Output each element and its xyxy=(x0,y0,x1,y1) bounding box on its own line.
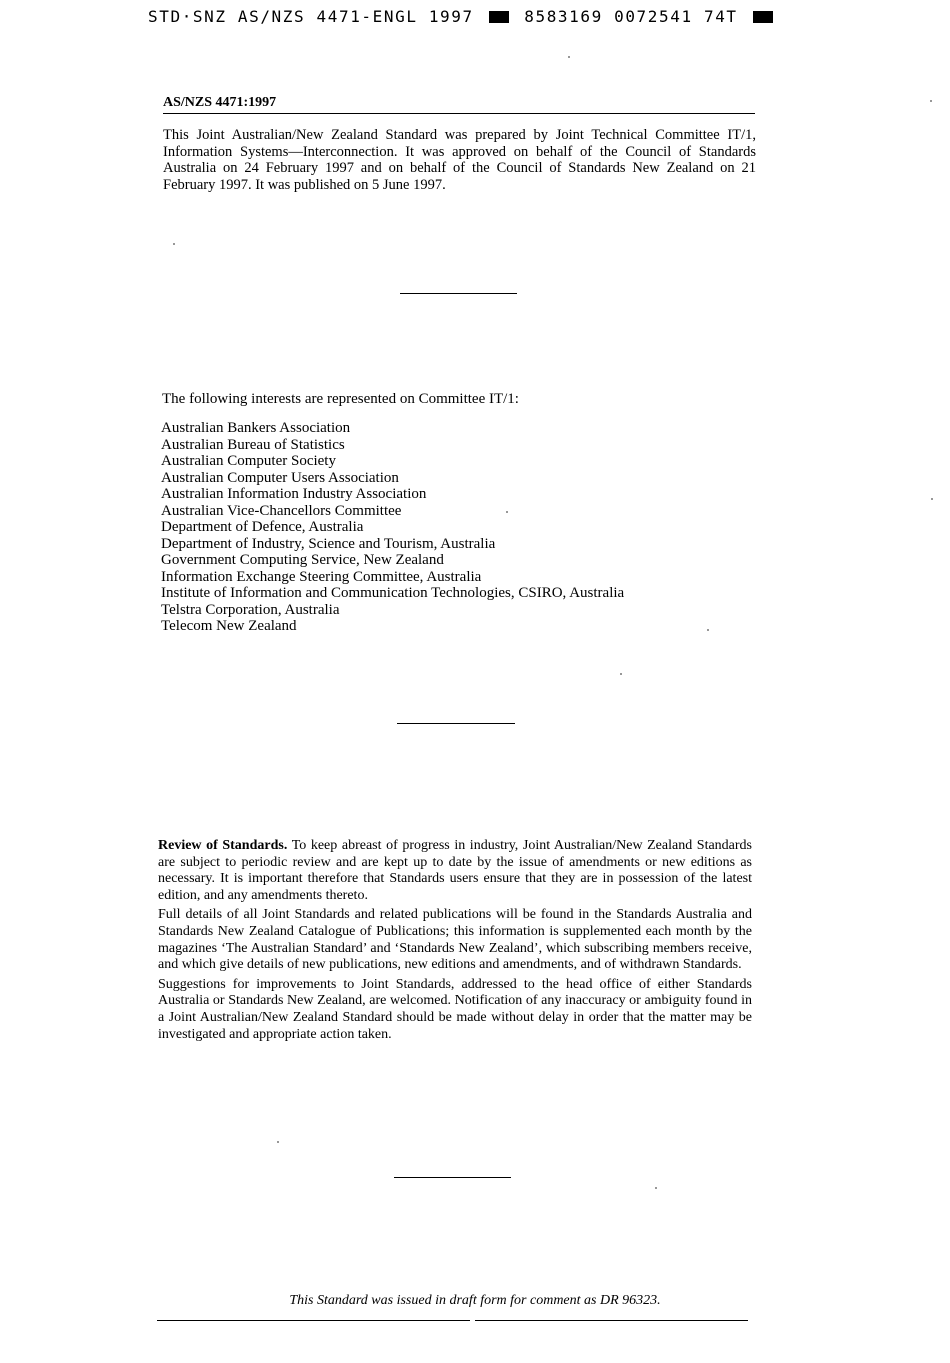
scan-speck xyxy=(620,673,622,675)
scan-speck xyxy=(655,1187,657,1189)
review-of-standards-section xyxy=(158,838,752,1046)
list-item: Information Exchange Steering Committee, Australia xyxy=(161,568,482,585)
header-block-mark-end xyxy=(753,11,773,23)
standard-id-heading: AS/NZS 4471:1997 xyxy=(163,95,755,114)
review-heading: Review of Standards. xyxy=(158,838,288,853)
review-paragraph-text: To keep abreast of progress in industry, Joint Australian/New Zealand Standards are subject to periodic review and are kept up to date by the issue of amendments or new editions as necessary. It is important therefore that Standards users ensure that they are in possession of the latest edition, and any amendments thereto. xyxy=(158,838,753,903)
document-header-code xyxy=(148,7,798,31)
scan-speck xyxy=(568,56,570,58)
list-item: Telecom New Zealand xyxy=(161,618,297,634)
review-paragraph: Full details of all Joint Standards and related publications will be found in the Standards Australia and Standards New Zealand Catalogue of Publications; this information is supplemented each month by the magazines ‘The Australian Standard’ and ‘Standards New Zealand’, which subscribing members receive, and which give details of new publications, new editions and amendments, and of withdrawn Standards. xyxy=(158,907,752,973)
list-item: Australian Vice-Chancellors Committee xyxy=(161,502,402,519)
list-item: Australian Bankers Association xyxy=(161,420,351,436)
committee-intro: The following interests are represented on Committee IT/1: xyxy=(162,391,519,407)
scan-speck xyxy=(707,629,709,631)
header-block-mark xyxy=(489,11,509,23)
list-item: Australian Information Industry Association xyxy=(161,486,427,502)
list-item: Australian Computer Society xyxy=(161,453,336,469)
footer-rule-right xyxy=(475,1320,748,1321)
preparation-paragraph: This Joint Australian/New Zealand Standard was prepared by Joint Technical Committee IT/1, Information Systems—Interconnection. It was approved on behalf of the Council of Standards Australia on 24 February 1997 and on behalf of the Council of Standards New Zealand on 21 February 1997. It was published on 5 June 1997. xyxy=(163,127,756,193)
scan-speck xyxy=(277,1141,279,1143)
draft-footnote: This Standard was issued in draft form for comment as DR 96323. xyxy=(289,1293,661,1308)
list-item: Australian Computer Users Association xyxy=(161,469,399,486)
list-item: Australian Bureau of Statistics xyxy=(161,436,345,453)
scan-speck xyxy=(930,100,932,102)
list-item: Telstra Corporation, Australia xyxy=(161,601,340,618)
scan-speck xyxy=(931,498,933,500)
section-divider xyxy=(400,293,517,294)
footer-rule-left xyxy=(157,1320,470,1321)
committee-member-list xyxy=(161,420,624,635)
section-divider xyxy=(397,723,515,724)
scan-speck xyxy=(506,511,508,513)
scan-speck xyxy=(173,243,175,245)
list-item: Department of Defence, Australia xyxy=(161,519,364,535)
list-item: Department of Industry, Science and Tourism, Australia xyxy=(161,535,496,552)
header-code-left: STD·SNZ AS/NZS 4471-ENGL 1997 xyxy=(148,7,474,26)
section-divider xyxy=(394,1177,511,1178)
list-item: Government Computing Service, New Zealand xyxy=(161,552,444,568)
list-item: Institute of Information and Communication Technologies, CSIRO, Australia xyxy=(161,585,625,601)
review-paragraph xyxy=(158,838,752,904)
review-paragraph: Suggestions for improvements to Joint Standards, addressed to the head office of either Standards Australia or Standards New Zealand, are welcomed. Notification of any inaccuracy or ambiguity found in a Joint Australian/New Zealand Standard should be made without delay in order that the matter may be investigated and appropriate action taken. xyxy=(158,976,752,1042)
header-code-right: 8583169 0072541 74T xyxy=(524,7,738,26)
